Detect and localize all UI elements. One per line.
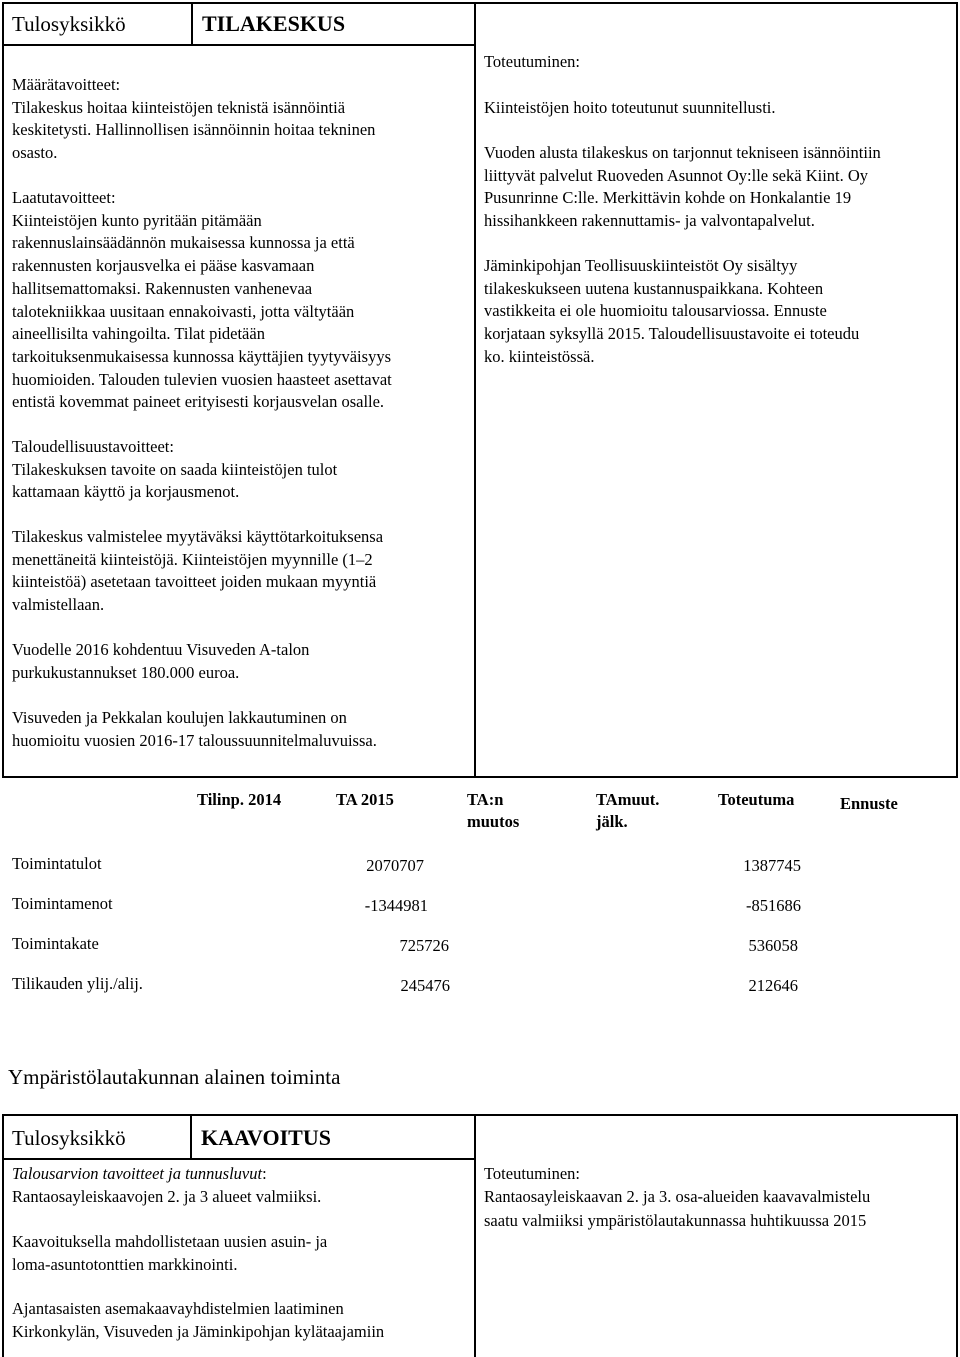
text-line: hallitsemattomaksi. Rakennusten vanhenevaa xyxy=(12,278,313,298)
text-line: keskitetysti. Hallinnollisen isännöinnin hoitaa tekninen xyxy=(12,120,376,140)
realization-p1 xyxy=(484,97,776,120)
cell-toteutuma: 536058 xyxy=(748,936,798,955)
text-line: ko. kiinteistössä. xyxy=(484,346,595,366)
text-line: Ajantasaisten asemakaavayhdistelmien laatiminen xyxy=(12,1299,344,1318)
targets-heading-colon: : xyxy=(262,1164,267,1183)
text-line: tilakeskukseen uutena kustannuspaikkana. Kohteen xyxy=(484,278,824,298)
text-line: loma-asuntotonttien markkinointi. xyxy=(12,1254,238,1274)
realization-p3 xyxy=(484,255,859,369)
demolition-block xyxy=(12,639,309,684)
econ-block xyxy=(12,436,337,504)
target-heading: Määrätavoitteet: xyxy=(12,75,121,94)
schools-block xyxy=(12,707,377,752)
text-line: Kaavoituksella mahdollistetaan uusien asuin- ja xyxy=(12,1232,328,1251)
frame-right xyxy=(956,2,958,778)
row-label: Tilikauden ylij./alij. xyxy=(12,974,143,993)
frame-top xyxy=(2,1114,958,1116)
text-line: Tilakeskus valmistelee myytäväksi käyttötarkoituksensa xyxy=(12,527,384,546)
text-line: huomioitu vuosien 2016-17 taloussuunnitelmaluvuissa. xyxy=(12,730,377,750)
header-cell-divider xyxy=(191,2,193,45)
cell-ta: 245476 xyxy=(400,976,450,995)
realization-block xyxy=(484,1163,870,1233)
econ-heading: Taloudellisuustavoitteet: xyxy=(12,437,174,456)
text-line: liittyvät palvelut Ruoveden Asunnot Oy:lle sekä Kiint. Oy xyxy=(484,165,869,185)
text-line: rakennusten korjausvelka ei pääse kasvamaan xyxy=(12,256,315,276)
unit-name: KAAVOITUS xyxy=(201,1125,331,1150)
text-line: saatu valmiiksi ympäristölautakunnassa huhtikuussa 2015 xyxy=(484,1211,867,1231)
text-line: Kirkonkylän, Visuveden ja Jäminkipohjan kylätaajamiin xyxy=(12,1321,385,1341)
col-header-tan-1: TA:n xyxy=(467,790,504,809)
quality-block xyxy=(12,187,392,414)
target-block xyxy=(12,74,375,165)
realization-p2 xyxy=(484,142,881,233)
unit-name: TILAKESKUS xyxy=(202,11,346,36)
col-header-tamuut-2: jälk. xyxy=(596,812,628,831)
col-header-ennuste: Ennuste xyxy=(840,794,898,813)
col-header-tamuut-1: TAmuut. xyxy=(596,790,660,809)
text-line: menettäneitä kiinteistöjä. Kiinteistöjen myynnille (1–2 xyxy=(12,549,373,569)
header-cell-divider xyxy=(190,1114,192,1159)
cell-ta: -1344981 xyxy=(364,896,428,915)
quality-heading: Laatutavoitteet: xyxy=(12,188,116,207)
text-line: vastikkeita ei ole huomioitu talousarviossa. Ennuste xyxy=(484,301,827,321)
cell-toteutuma: 1387745 xyxy=(743,856,801,875)
text-line: Kiinteistöjen kunto pyritään pitämään xyxy=(12,210,262,230)
text-line: Pusunrinne C:lle. Merkittävin kohde on Honkalantie 19 xyxy=(484,188,852,208)
header-divider xyxy=(2,44,475,46)
targets-heading xyxy=(12,1163,321,1186)
text-line: osasto. xyxy=(12,143,58,163)
text-line: entistä kovemmat paineet erityisesti korjausvelan osalle. xyxy=(12,392,385,412)
text-line: kattamaan käyttö ja korjausmenot. xyxy=(12,482,240,502)
row-label: Toimintamenot xyxy=(12,894,113,913)
frame-bottom xyxy=(2,776,958,778)
text-line: Visuveden ja Pekkalan koulujen lakkautuminen on xyxy=(12,708,347,727)
text-line: valmistellaan. xyxy=(12,595,105,615)
cell-toteutuma: -851686 xyxy=(746,896,801,915)
frame-top xyxy=(2,2,958,4)
text-line: Kiinteistöjen hoito toteutunut suunnitellusti. xyxy=(484,98,776,117)
targets-p3 xyxy=(12,1298,384,1343)
text-line: hissihankkeen rakennuttamis- ja valvontapalvelut. xyxy=(484,211,815,231)
cell-ta: 2070707 xyxy=(366,856,424,875)
text-line: korjataan syksyllä 2015. Taloudellisuustavoite ei toteudu xyxy=(484,324,860,344)
targets-heading-text: Talousarvion tavoitteet ja tunnusluvut xyxy=(12,1164,263,1183)
col-header-ta: TA 2015 xyxy=(336,790,394,809)
col-header-tan-2: muutos xyxy=(467,812,520,831)
frame-right xyxy=(956,1114,958,1357)
column-divider xyxy=(474,2,476,778)
text-line: Tilakeskus hoitaa kiinteistöjen teknistä isännöintiä xyxy=(12,97,346,117)
text-line: Jäminkipohjan Teollisuuskiinteistöt Oy sisältyy xyxy=(484,256,798,275)
text-line: Vuodelle 2016 kohdentuu Visuveden A-talon xyxy=(12,640,310,659)
text-line: rakennuslainsäädännön mukaisessa kunnossa ja että xyxy=(12,233,355,253)
text-line: purkukustannukset 180.000 euroa. xyxy=(12,662,240,682)
realization-heading: Toteutuminen: xyxy=(484,52,580,71)
text-line: Rantaosayleiskaavojen 2. ja 3 alueet valmiiksi. xyxy=(12,1186,322,1206)
text-line: Rantaosayleiskaavan 2. ja 3. osa-alueiden kaavavalmistelu xyxy=(484,1186,871,1206)
col-header-toteutuma: Toteutuma xyxy=(718,790,795,809)
frame-left xyxy=(2,1114,4,1357)
targets-p2 xyxy=(12,1231,327,1276)
row-label: Toimintakate xyxy=(12,934,99,953)
section-title: Ympäristölautakunnan alainen toiminta xyxy=(8,1065,341,1089)
frame-left xyxy=(2,2,4,778)
col-header-tilinp: Tilinp. 2014 xyxy=(197,790,282,809)
text-line: tarkoituksenmukaisessa kunnossa käyttäjien tyytyväisyys xyxy=(12,346,391,366)
text-line: Tilakeskuksen tavoite on saada kiinteistöjen tulot xyxy=(12,459,338,479)
header-divider xyxy=(2,1158,475,1160)
targets-block xyxy=(12,1163,321,1208)
unit-label: Tulosyksikkö xyxy=(12,12,126,36)
cell-ta: 725726 xyxy=(399,936,449,955)
text-line: talotekniikkaa uusitaan ennakoivasti, jotta vältytään xyxy=(12,301,355,321)
cell-toteutuma: 212646 xyxy=(748,976,798,995)
realization-block xyxy=(484,51,580,74)
text-line: aineellisilta vahingoilta. Tilat pidetään xyxy=(12,324,265,344)
row-label: Toimintatulot xyxy=(12,854,102,873)
unit-label: Tulosyksikkö xyxy=(12,1126,126,1150)
text-line: kiinteistöä) asetetaan tavoitteet joiden mukaan myyntiä xyxy=(12,572,377,592)
realization-heading: Toteutuminen: xyxy=(484,1164,580,1183)
text-line: Vuoden alusta tilakeskus on tarjonnut tekniseen isännöintiin xyxy=(484,143,881,162)
column-divider xyxy=(474,1114,476,1357)
text-line: huomioiden. Talouden tulevien vuosien haasteet asettavat xyxy=(12,369,392,389)
sale-block xyxy=(12,526,383,617)
